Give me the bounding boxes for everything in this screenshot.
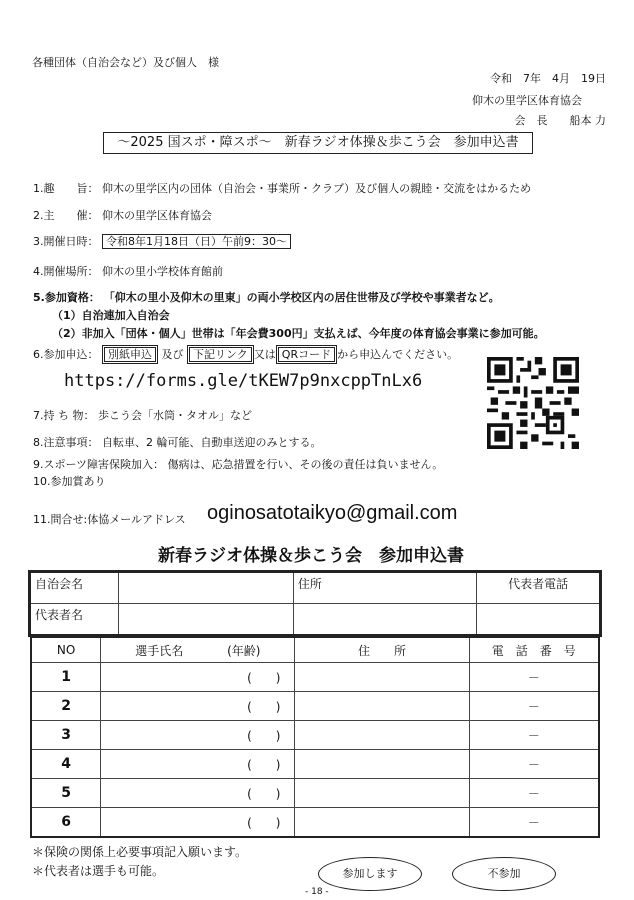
- item-label: 9.スポーツ障害保険加入：: [33, 458, 165, 471]
- col-age-label: (年齢): [227, 643, 261, 658]
- rep-tel-field[interactable]: [477, 572, 601, 604]
- item-text: 仰木の里小学校体育館前: [102, 265, 223, 278]
- row-number: 2: [31, 692, 101, 721]
- row-number: 6: [31, 808, 101, 838]
- tel-cell[interactable]: [469, 721, 599, 750]
- table-row: [31, 663, 599, 692]
- address-cell[interactable]: [295, 721, 469, 750]
- org-name-field[interactable]: [118, 572, 293, 604]
- address-cell[interactable]: [295, 750, 469, 779]
- row-number: 3: [31, 721, 101, 750]
- form-url-link[interactable]: https://forms.gle/tKEW7p9nxcppTnLx6: [64, 371, 423, 391]
- issue-date: 令和 7年 4月 19日: [490, 72, 606, 85]
- age-paren: ( ): [247, 786, 281, 801]
- tel-cell[interactable]: [469, 750, 599, 779]
- organization: 仰木の里学区体育協会: [472, 94, 582, 107]
- age-paren: ( ): [247, 670, 281, 685]
- address-cell[interactable]: [295, 663, 469, 692]
- document-title: ～2025 国スポ・障スポ～ 新春ラジオ体操＆歩こう会 参加申込書: [103, 132, 533, 154]
- tel-dash: －: [527, 670, 540, 685]
- age-paren: ( ): [247, 815, 281, 830]
- row-number: 4: [31, 750, 101, 779]
- age-paren: ( ): [247, 757, 281, 772]
- item-text: から申込んでください。: [337, 348, 459, 361]
- table-row: [31, 750, 599, 779]
- item-eligibility: [33, 289, 500, 305]
- tel-cell[interactable]: [469, 808, 599, 838]
- row-number: 1: [31, 663, 101, 692]
- qr-label: QRコード: [276, 345, 337, 364]
- item-organizer: [33, 207, 212, 223]
- item-text: 仰木の里学区体育協会: [102, 209, 212, 222]
- item-prize: 10.参加賞あり: [33, 475, 106, 488]
- event-date: 令和8年1月18日（日）午前9：30～: [102, 234, 291, 249]
- tel-dash: －: [527, 699, 540, 714]
- item-text: 仰木の里学区内の団体（自治会・事業所・クラブ）及び個人の親睦・交流をはかるため: [102, 182, 532, 195]
- age-paren: ( ): [247, 699, 281, 714]
- item-label: 8.注意事項：: [33, 436, 99, 449]
- conjunction: 及び: [161, 348, 184, 361]
- rep-name-label: 代表者名: [30, 604, 119, 636]
- footer-note-1: ＊保険の関係上必要事項記入願います。: [32, 845, 248, 859]
- table-row: [31, 721, 599, 750]
- name-age-cell[interactable]: [101, 779, 295, 808]
- recipient-line: 各種団体（自治会など）及び個人 様: [32, 56, 219, 69]
- item-label: 2.主 催：: [33, 209, 99, 222]
- item-text: 歩こう会「水筒・タオル」など: [98, 409, 252, 422]
- name-age-cell[interactable]: [101, 750, 295, 779]
- address-cell[interactable]: [295, 692, 469, 721]
- contact-email-link[interactable]: oginosatotaikyo@gmail.com: [207, 502, 458, 524]
- qr-code[interactable]: [487, 357, 579, 449]
- tel-dash: －: [527, 728, 540, 743]
- item-notes: [33, 434, 322, 450]
- org-name-label: 自治会名: [30, 572, 119, 604]
- eligibility-sub1: （1）自治連加入自治会: [52, 309, 170, 322]
- link-label: 下記リンク: [187, 345, 254, 364]
- rep-tel-label: 代表者電話: [508, 577, 569, 591]
- page-number: - 18 -: [305, 887, 329, 897]
- table-row: [31, 808, 599, 838]
- address-field[interactable]: [293, 572, 476, 604]
- item-belongings: [33, 407, 252, 423]
- item-label: 1.趣 旨：: [33, 182, 99, 195]
- tel-dash: －: [527, 815, 540, 830]
- item-label: 6.参加申込：: [33, 348, 99, 361]
- col-no: NO: [31, 637, 101, 663]
- rep-name-field[interactable]: [118, 604, 293, 636]
- address-cell[interactable]: [295, 779, 469, 808]
- col-name-label: 選手氏名: [135, 643, 184, 658]
- name-age-cell[interactable]: [101, 721, 295, 750]
- conjunction: 又は: [253, 348, 276, 361]
- address-field-2[interactable]: [293, 604, 476, 636]
- name-age-cell[interactable]: [101, 808, 295, 838]
- tel-dash: －: [527, 786, 540, 801]
- tel-cell[interactable]: [469, 779, 599, 808]
- item-insurance: [33, 456, 443, 472]
- item-datetime: [33, 233, 291, 249]
- item-text: 傷病は、応急措置を行い、その後の責任は負いません。: [167, 458, 444, 471]
- item-label: 7.持 ち 物：: [33, 409, 95, 422]
- footer-note-2: ＊代表者は選手も可能。: [32, 864, 165, 878]
- row-number: 5: [31, 779, 101, 808]
- participant-table: [30, 636, 600, 838]
- separate-form-label: 別紙申込: [102, 345, 158, 364]
- item-purpose: [33, 180, 531, 196]
- address-label: 住所: [297, 577, 322, 591]
- item-label: 3.開催日時：: [33, 235, 99, 248]
- item-application: [33, 346, 458, 362]
- item-label: 4.開催場所：: [33, 265, 99, 278]
- sender: 会 長 船本 力: [514, 114, 606, 127]
- col-tel: 電 話 番 号: [469, 637, 599, 663]
- table-row: [31, 779, 599, 808]
- address-cell[interactable]: [295, 808, 469, 838]
- age-paren: ( ): [247, 728, 281, 743]
- table-row: [31, 692, 599, 721]
- tel-cell[interactable]: [469, 663, 599, 692]
- col-name: [101, 637, 295, 663]
- col-address: 住 所: [295, 637, 469, 663]
- item-text: 「仰木の里小及仰木の里東」の両小学校区内の居住世帯及び学校や事業者など。: [103, 291, 500, 304]
- name-age-cell[interactable]: [101, 692, 295, 721]
- item-text: 自転車、2 輪可能、自動車送迎のみとする。: [102, 436, 322, 449]
- eligibility-sub2: （2）非加入「団体・個人」世帯は「年会費300円」支払えば、今年度の体育協会事業に参加可能。: [52, 327, 545, 340]
- item-contact-label: 11.問合せ:体協メールアドレス: [33, 513, 186, 526]
- rep-tel-input[interactable]: [477, 604, 601, 636]
- item-venue: [33, 263, 223, 279]
- form-title: 新春ラジオ体操＆歩こう会 参加申込書: [158, 546, 464, 566]
- tel-dash: －: [527, 757, 540, 772]
- tel-cell[interactable]: [469, 692, 599, 721]
- absent-option[interactable]: 不参加: [452, 857, 556, 891]
- group-info-table: [28, 570, 602, 637]
- item-label: 5.参加資格：: [33, 291, 100, 304]
- attend-option[interactable]: 参加します: [318, 857, 422, 891]
- name-age-cell[interactable]: [101, 663, 295, 692]
